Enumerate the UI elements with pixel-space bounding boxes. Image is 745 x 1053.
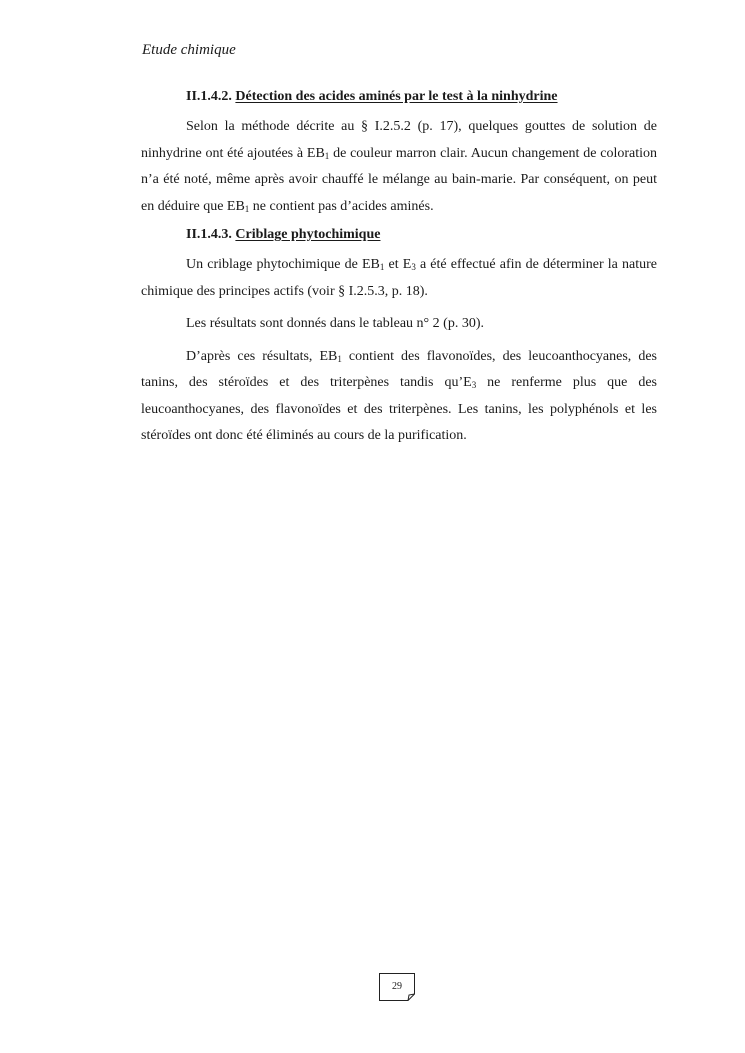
section-heading-criblage xyxy=(141,224,657,246)
section-number: II.1.4.3. xyxy=(186,227,236,242)
running-header: Etude chimique xyxy=(142,42,236,58)
text-run: ne renferme plus que des leucoanthocyanes, des flavonoïdes et des triterpènes. Les tanins, les polyphénols et les stéroïdes ont donc été éliminés au cours de la purification. xyxy=(141,375,657,443)
paragraph-ninhydrine-test xyxy=(141,114,657,220)
text-run: contient des flavonoïdes, des leucoanthocyanes, des tanins, des stéroïdes et des triterpènes tandis qu’E xyxy=(141,348,657,390)
subscript: 1 xyxy=(379,262,385,272)
paragraph-criblage-intro xyxy=(141,252,657,305)
subscript: 3 xyxy=(471,380,477,390)
subscript: 1 xyxy=(244,203,250,214)
paragraph-results-discussion xyxy=(141,344,657,450)
page-number: 29 xyxy=(392,981,402,992)
subscript: 3 xyxy=(411,262,416,272)
paragraph-results-reference: Les résultats sont donnés dans le tableau n° 2 (p. 30). xyxy=(186,316,484,331)
text-run: Un criblage phytochimique de EB xyxy=(186,257,380,272)
text-run: Selon la méthode décrite au § I.2.5.2 (p. 17), quelques gouttes de solution de ninhydrine ont été ajoutées à EB xyxy=(141,119,657,161)
section-title: Détection des acides aminés par le test à la ninhydrine xyxy=(235,89,558,104)
section-title: Criblage phytochimique xyxy=(235,227,381,242)
text-run: a été effectué afin de déterminer la nature chimique des principes actifs (voir § I.2.5.3, p. 18). xyxy=(141,257,658,299)
page-number-box xyxy=(379,973,415,1001)
subscript: 1 xyxy=(324,150,330,161)
document-body xyxy=(141,86,657,450)
section-number: II.1.4.2. xyxy=(186,89,236,104)
subscript: 1 xyxy=(337,353,342,364)
section-heading-ninhydrine xyxy=(141,86,657,108)
text-run: D’après ces résultats, EB xyxy=(186,348,338,364)
text-run: et E xyxy=(384,257,412,272)
text-run: ne contient pas d’acides aminés. xyxy=(249,198,434,214)
text-run: de couleur marron clair. Aucun changement de coloration n’a été noté, même après avoir chauffé le mélange au bain-marie. Par conséquent, on peut en déduire que EB xyxy=(141,145,657,214)
